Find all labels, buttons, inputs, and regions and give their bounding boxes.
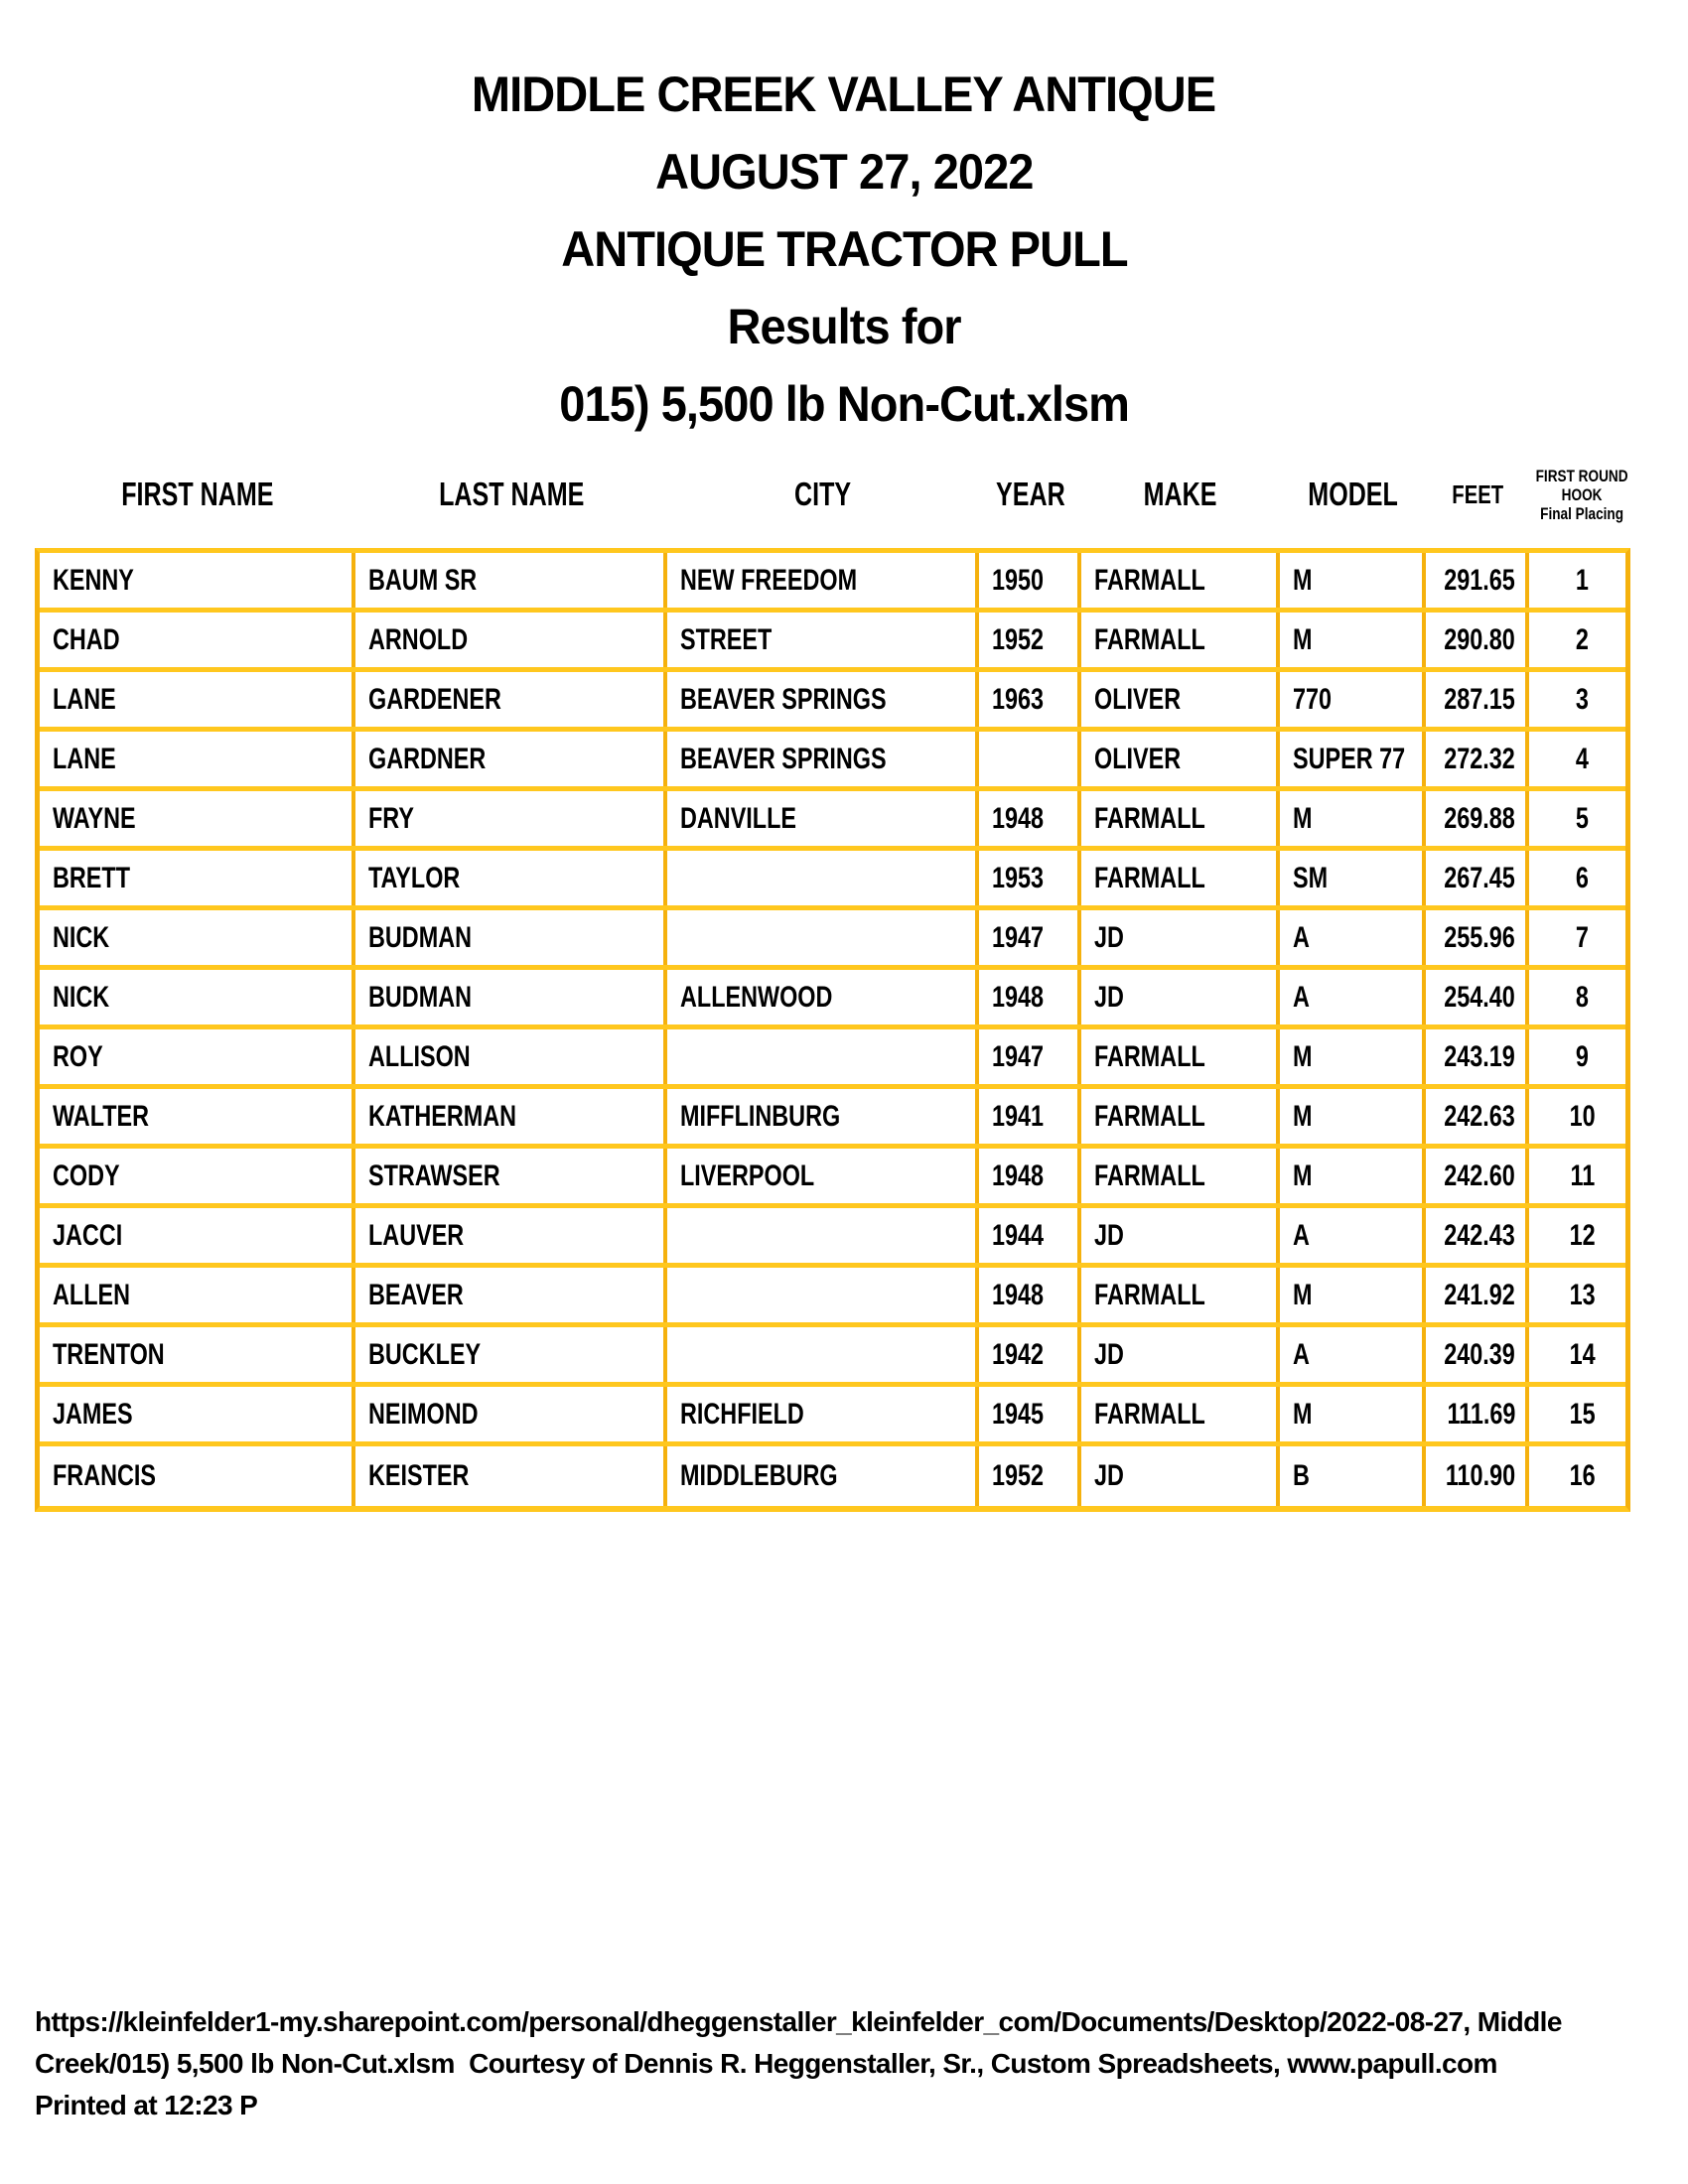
table-row	[40, 1446, 1625, 1506]
cell-feet: 240.39	[1426, 1327, 1529, 1382]
table-row	[40, 613, 1625, 672]
title-class-file: 015) 5,500 lb Non-Cut.xlsm	[559, 376, 1129, 432]
footer-printed-at: Printed at 12:23 P	[35, 2090, 258, 2120]
cell-model: M	[1280, 791, 1426, 846]
cell-placing: 6	[1575, 861, 1590, 894]
cell-year: 1950	[979, 553, 1081, 608]
cell-placing: 7	[1575, 920, 1590, 954]
table-row	[40, 910, 1625, 970]
cell-city: STREET	[667, 613, 979, 667]
page-footer	[35, 2001, 1663, 2126]
cell-first-name: TRENTON	[40, 1327, 355, 1382]
cell-placing: 4	[1575, 742, 1590, 775]
cell-feet: 242.43	[1426, 1208, 1529, 1263]
header-last-name: LAST NAME	[438, 476, 585, 512]
header-hook-line3: Final Placing	[1540, 503, 1624, 523]
cell-placing: 9	[1575, 1039, 1590, 1073]
cell-make: FARMALL	[1081, 1029, 1280, 1084]
cell-last-name: ARNOLD	[355, 613, 667, 667]
cell-year: 1941	[979, 1089, 1081, 1144]
cell-year: 1944	[979, 1208, 1081, 1263]
cell-placing: 11	[1570, 1159, 1595, 1192]
cell-model: M	[1280, 1089, 1426, 1144]
cell-first-name: ROY	[40, 1029, 355, 1084]
cell-year: 1947	[979, 1029, 1081, 1084]
cell-first-name: WALTER	[40, 1089, 355, 1144]
table-row	[40, 1387, 1625, 1446]
cell-model: A	[1280, 1327, 1426, 1382]
cell-city: BEAVER SPRINGS	[667, 732, 979, 786]
cell-make: FARMALL	[1081, 553, 1280, 608]
cell-last-name: NEIMOND	[355, 1387, 667, 1441]
cell-last-name: FRY	[355, 791, 667, 846]
cell-last-name: LAUVER	[355, 1208, 667, 1263]
cell-feet: 272.32	[1426, 732, 1529, 786]
cell-model: M	[1280, 1387, 1426, 1441]
cell-year: 1948	[979, 970, 1081, 1024]
cell-feet: 269.88	[1426, 791, 1529, 846]
table-row	[40, 791, 1625, 851]
cell-make: JD	[1081, 970, 1280, 1024]
cell-model: B	[1280, 1446, 1426, 1506]
cell-first-name: FRANCIS	[40, 1446, 355, 1506]
cell-first-name: KENNY	[40, 553, 355, 608]
cell-city	[667, 1208, 979, 1263]
cell-model: M	[1280, 1268, 1426, 1322]
cell-placing: 3	[1575, 682, 1590, 716]
cell-placing: 1	[1575, 563, 1590, 597]
cell-feet: 242.63	[1426, 1089, 1529, 1144]
cell-year: 1952	[979, 613, 1081, 667]
cell-last-name: GARDENER	[355, 672, 667, 727]
cell-feet: 291.65	[1426, 553, 1529, 608]
table-row	[40, 1208, 1625, 1268]
header-year: YEAR	[995, 476, 1065, 512]
cell-city	[667, 1268, 979, 1322]
table-row	[40, 970, 1625, 1029]
cell-model: A	[1280, 1208, 1426, 1263]
cell-last-name: GARDNER	[355, 732, 667, 786]
title-results-for: Results for	[727, 299, 961, 354]
cell-make: FARMALL	[1081, 1387, 1280, 1441]
cell-model: A	[1280, 910, 1426, 965]
cell-feet: 241.92	[1426, 1268, 1529, 1322]
cell-city: DANVILLE	[667, 791, 979, 846]
table-header-row	[40, 457, 1635, 532]
cell-last-name: ALLISON	[355, 1029, 667, 1084]
cell-make: OLIVER	[1081, 732, 1280, 786]
cell-placing: 12	[1569, 1218, 1596, 1252]
header-hook-line2: HOOK	[1562, 484, 1603, 504]
cell-last-name: BUDMAN	[355, 910, 667, 965]
cell-first-name: BRETT	[40, 851, 355, 905]
cell-placing: 13	[1569, 1278, 1596, 1311]
cell-make: FARMALL	[1081, 1149, 1280, 1203]
cell-feet: 267.45	[1426, 851, 1529, 905]
cell-model: A	[1280, 970, 1426, 1024]
cell-city: MIDDLEBURG	[667, 1446, 979, 1506]
cell-make: JD	[1081, 1446, 1280, 1506]
cell-first-name: JACCI	[40, 1208, 355, 1263]
cell-first-name: LANE	[40, 732, 355, 786]
header-city: CITY	[794, 476, 852, 512]
cell-model: M	[1280, 613, 1426, 667]
header-model: MODEL	[1308, 476, 1398, 512]
cell-city: MIFFLINBURG	[667, 1089, 979, 1144]
cell-feet: 111.69	[1426, 1387, 1529, 1441]
cell-last-name: BUDMAN	[355, 970, 667, 1024]
cell-make: FARMALL	[1081, 791, 1280, 846]
cell-year: 1942	[979, 1327, 1081, 1382]
title-event-date: AUGUST 27, 2022	[654, 144, 1034, 200]
cell-make: JD	[1081, 1327, 1280, 1382]
cell-feet: 254.40	[1426, 970, 1529, 1024]
cell-city: ALLENWOOD	[667, 970, 979, 1024]
cell-placing: 8	[1575, 980, 1590, 1014]
cell-first-name: ALLEN	[40, 1268, 355, 1322]
cell-placing: 2	[1575, 622, 1590, 656]
footer-source-path-line2: Creek/015) 5,500 lb Non-Cut.xlsm Courtesy of Dennis R. Heggenstaller, Sr., Custom Spreadsheets, www.papull.com	[35, 2048, 1497, 2079]
cell-year: 1948	[979, 1149, 1081, 1203]
cell-year: 1945	[979, 1387, 1081, 1441]
cell-model: M	[1280, 553, 1426, 608]
cell-last-name: KEISTER	[355, 1446, 667, 1506]
cell-last-name: BEAVER	[355, 1268, 667, 1322]
header-first-name: FIRST NAME	[121, 476, 274, 512]
cell-last-name: BAUM SR	[355, 553, 667, 608]
cell-city	[667, 1327, 979, 1382]
cell-last-name: KATHERMAN	[355, 1089, 667, 1144]
cell-first-name: NICK	[40, 970, 355, 1024]
title-event-type: ANTIQUE TRACTOR PULL	[560, 221, 1128, 277]
cell-city	[667, 910, 979, 965]
cell-model: 770	[1280, 672, 1426, 727]
cell-placing: 16	[1569, 1459, 1596, 1492]
cell-year: 1948	[979, 791, 1081, 846]
cell-feet: 243.19	[1426, 1029, 1529, 1084]
cell-city	[667, 851, 979, 905]
cell-year: 1963	[979, 672, 1081, 727]
table-row	[40, 732, 1625, 791]
cell-make: FARMALL	[1081, 613, 1280, 667]
cell-make: JD	[1081, 910, 1280, 965]
cell-model: M	[1280, 1149, 1426, 1203]
cell-make: FARMALL	[1081, 1268, 1280, 1322]
cell-year: 1947	[979, 910, 1081, 965]
table-row	[40, 553, 1625, 613]
cell-first-name: JAMES	[40, 1387, 355, 1441]
header-first-round-hook	[1529, 457, 1635, 532]
cell-city: RICHFIELD	[667, 1387, 979, 1441]
cell-make: FARMALL	[1081, 851, 1280, 905]
cell-first-name: CODY	[40, 1149, 355, 1203]
results-table	[35, 548, 1630, 1512]
cell-feet: 110.90	[1426, 1446, 1529, 1506]
table-row	[40, 1149, 1625, 1208]
cell-city: LIVERPOOL	[667, 1149, 979, 1203]
table-row	[40, 672, 1625, 732]
cell-first-name: WAYNE	[40, 791, 355, 846]
cell-first-name: LANE	[40, 672, 355, 727]
table-row	[40, 1089, 1625, 1149]
cell-year	[979, 732, 1081, 786]
cell-last-name: STRAWSER	[355, 1149, 667, 1203]
cell-year: 1948	[979, 1268, 1081, 1322]
cell-last-name: BUCKLEY	[355, 1327, 667, 1382]
table-row	[40, 1029, 1625, 1089]
cell-make: OLIVER	[1081, 672, 1280, 727]
cell-model: M	[1280, 1029, 1426, 1084]
table-row	[40, 1268, 1625, 1327]
page-title	[0, 56, 1688, 443]
header-feet: FEET	[1452, 478, 1503, 509]
cell-first-name: CHAD	[40, 613, 355, 667]
header-make: MAKE	[1144, 476, 1217, 512]
footer-source-path-line1: https://kleinfelder1-my.sharepoint.com/personal/dheggenstaller_kleinfelder_com/Documents/Desktop/2022-08-27, Middle	[35, 2006, 1562, 2037]
title-event-name: MIDDLE CREEK VALLEY ANTIQUE	[472, 67, 1216, 122]
table-row	[40, 1327, 1625, 1387]
cell-feet: 290.80	[1426, 613, 1529, 667]
cell-city	[667, 1029, 979, 1084]
cell-city: NEW FREEDOM	[667, 553, 979, 608]
cell-placing: 15	[1569, 1397, 1596, 1431]
cell-feet: 287.15	[1426, 672, 1529, 727]
cell-make: FARMALL	[1081, 1089, 1280, 1144]
cell-feet: 242.60	[1426, 1149, 1529, 1203]
cell-last-name: TAYLOR	[355, 851, 667, 905]
cell-make: JD	[1081, 1208, 1280, 1263]
cell-model: SUPER 77	[1280, 732, 1426, 786]
cell-feet: 255.96	[1426, 910, 1529, 965]
cell-city: BEAVER SPRINGS	[667, 672, 979, 727]
cell-placing: 14	[1569, 1337, 1596, 1371]
cell-first-name: NICK	[40, 910, 355, 965]
cell-placing: 10	[1569, 1099, 1596, 1133]
cell-year: 1952	[979, 1446, 1081, 1506]
cell-year: 1953	[979, 851, 1081, 905]
cell-model: SM	[1280, 851, 1426, 905]
cell-placing: 5	[1575, 801, 1590, 835]
table-row	[40, 851, 1625, 910]
header-hook-line1: FIRST ROUND	[1536, 466, 1628, 485]
